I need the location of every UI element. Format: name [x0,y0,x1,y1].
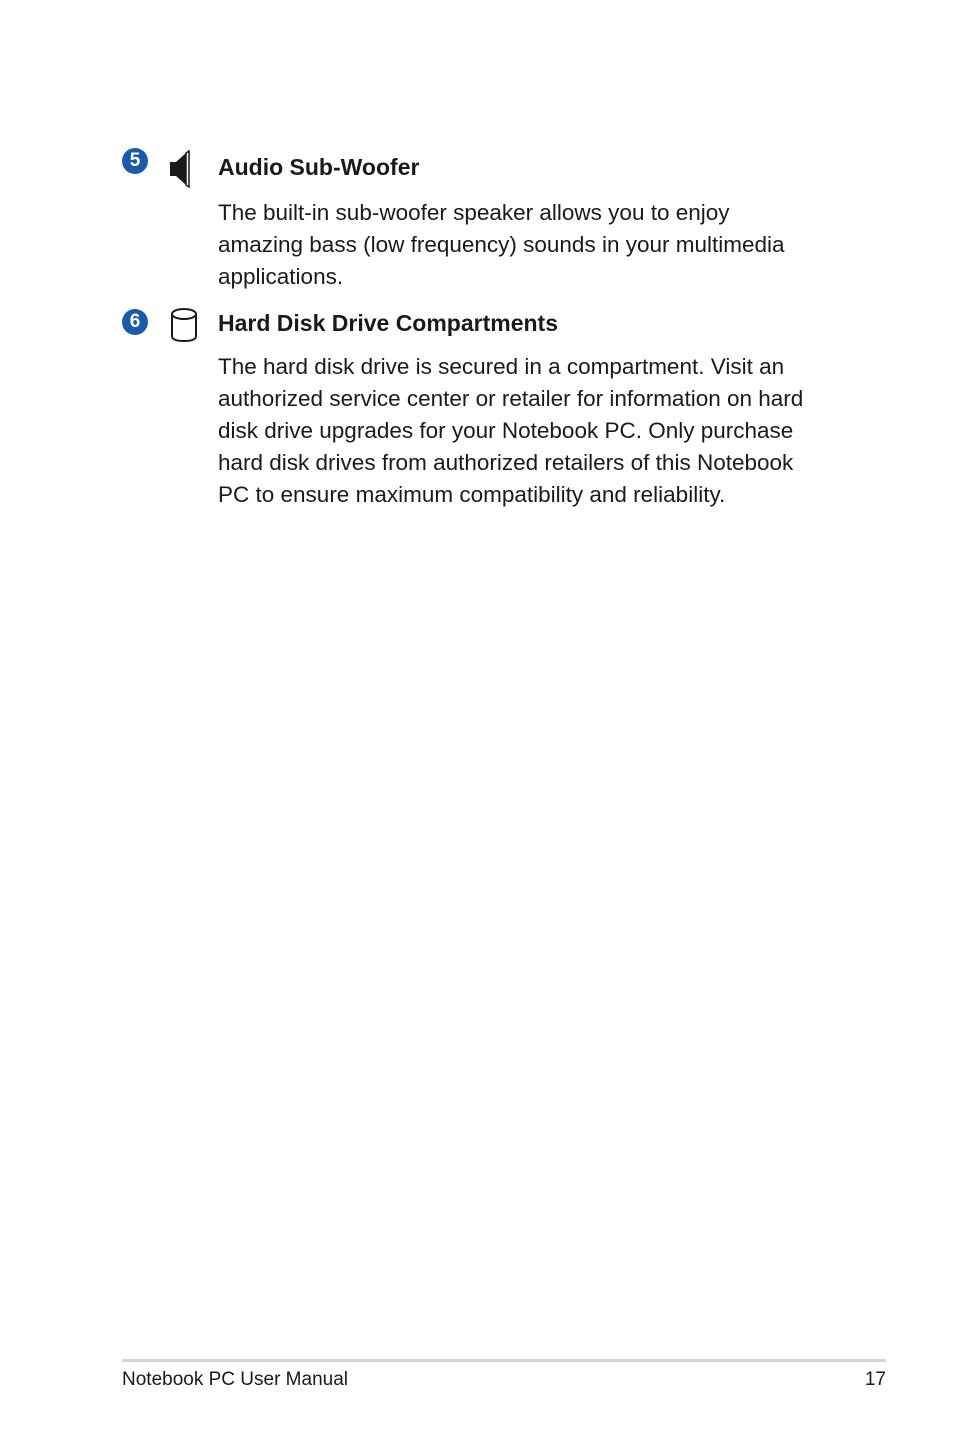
item-number-badge: 5 [122,148,148,174]
description-line: amazing bass (low frequency) sounds in your multimedia [218,232,785,257]
description-line: The hard disk drive is secured in a compartment. Visit an [218,354,785,379]
speaker-icon [168,149,192,189]
description-line: The built-in sub-woofer speaker allows you to enjoy [218,200,730,225]
description-line: applications. [218,264,344,289]
description-line: PC to ensure maximum compatibility and reliability. [218,482,726,507]
footer-manual-title: Notebook PC User Manual [122,1369,348,1390]
item-number-badge: 6 [122,309,148,335]
hard-disk-icon [170,307,198,343]
section-description [218,197,858,293]
description-line: authorized service center or retailer for information on hard [218,386,804,411]
footer-divider [122,1359,886,1362]
section-description [218,351,858,511]
page-number: 17 [864,1369,886,1390]
description-line: disk drive upgrades for your Notebook PC. Only purchase [218,418,794,443]
description-line: hard disk drives from authorized retailers of this Notebook [218,450,794,475]
section-title: Audio Sub-Woofer [218,154,420,180]
section-title: Hard Disk Drive Compartments [218,310,558,336]
